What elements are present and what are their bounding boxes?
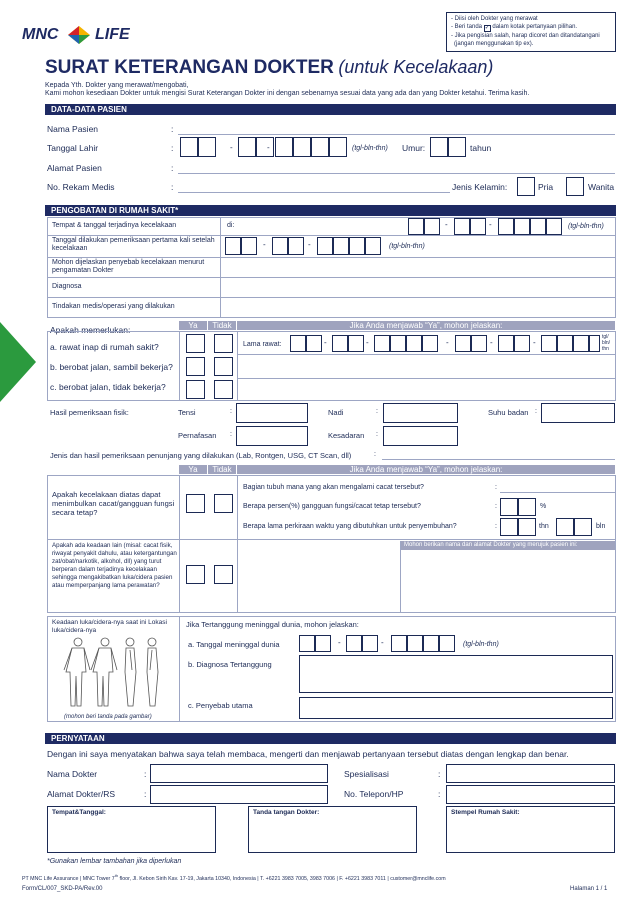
berobat-tidak-bekerja-ya[interactable]	[186, 380, 205, 399]
first-exam-date-box[interactable]	[272, 237, 288, 255]
lama-rawat-box[interactable]	[348, 335, 364, 352]
died-b: b. Diagnosa Tertanggung	[188, 660, 272, 669]
died-date-box[interactable]	[346, 635, 362, 652]
label-tensi: Tensi	[178, 408, 196, 417]
persen-box[interactable]	[500, 498, 518, 516]
nama-pasien-line[interactable]	[178, 134, 615, 135]
tidak-header: Tidak	[208, 321, 236, 330]
colon: :	[438, 769, 441, 779]
died-header: Jika Tertanggung meninggal dunia, mohon jelaskan:	[186, 620, 359, 629]
accident-date-box[interactable]	[530, 218, 546, 235]
lama-bln-box[interactable]	[574, 518, 592, 536]
date-format-hint: (tgl-bln-thn)	[568, 223, 604, 230]
keadaan-lain-ya[interactable]	[186, 565, 205, 584]
footer-page: Halaman 1 / 1	[570, 886, 608, 892]
cacat-ya[interactable]	[186, 494, 205, 513]
colon: :	[144, 769, 147, 779]
dash: -	[446, 338, 449, 347]
question-berobat-bekerja: b. berobat jalan, sambil bekerja?	[50, 362, 173, 372]
label-nama-pasien: Nama Pasien	[47, 124, 99, 134]
tempat-tanggal-box[interactable]	[47, 806, 216, 853]
pernafasan-input[interactable]	[236, 426, 308, 446]
divider	[179, 475, 180, 613]
label-penunjang: Jenis dan hasil pemeriksaan penunjang yang dilakukan (Lab, Rontgen, USG, CT Scan, dll)	[50, 451, 352, 460]
accident-date-box[interactable]	[514, 218, 530, 235]
explain-header: Jika Anda menjawab “Ya”, mohon jelaskan:	[237, 465, 615, 474]
date-format-hint: (tgl-bln-thn)	[352, 145, 388, 152]
instruction-2b: dalam kotak pertanyaan pilihan.	[492, 24, 578, 30]
umur-box-1[interactable]	[430, 137, 448, 157]
tanda-tangan-box[interactable]	[248, 806, 417, 853]
logo-mnc: MNC	[22, 26, 59, 43]
rawat-inap-tidak[interactable]	[214, 334, 233, 353]
cacat-tidak[interactable]	[214, 494, 233, 513]
instruction-2a: - Beri tanda	[451, 24, 483, 30]
lama-rawat-box[interactable]	[498, 335, 514, 352]
row-line	[237, 354, 616, 355]
label-jenis-kelamin: Jenis Kelamin:	[452, 182, 508, 192]
label-hasil-pemeriksaan: Hasil pemeriksaan fisik:	[50, 408, 129, 417]
footer-rest: floor, Jl. Kebon Sirih Kav. 17-19, Jakarta 10340, Indonesia | T. +6221 3983 7005, 3983 7006 | F. +6221 3983 7011 | customer@mnclife.com	[118, 875, 446, 882]
died-date-box[interactable]	[439, 635, 455, 652]
label-pernafasan: Pernafasan	[178, 431, 217, 440]
label-nadi: Nadi	[328, 408, 344, 417]
footer-address	[22, 873, 446, 882]
footer-form-code: Form/CL/007_SKD-PA/Rev.00	[22, 886, 103, 892]
dob-year-3[interactable]	[311, 137, 329, 157]
label-alamat-dokter: Alamat Dokter/RS	[47, 789, 116, 799]
sub-persen: Berapa persen(%) gangguan fungsi/cacat tetap tersebut?	[243, 503, 421, 510]
first-exam-date-box[interactable]	[349, 237, 365, 255]
date-format-hint: (tgl-bln-thn)	[463, 641, 499, 648]
divider	[237, 475, 238, 613]
lama-rawat-box[interactable]	[471, 335, 487, 352]
mohon-rujuk-bar: Mohon berikan nama dan alamat Dokter yang merujuk pasien ini:	[400, 541, 615, 550]
question-berobat-tidak-bekerja: c. berobat jalan, tidak bekerja?	[50, 382, 166, 392]
logo-life: LIFE	[95, 26, 130, 43]
label-pria: Pria	[538, 182, 554, 192]
colon: :	[376, 408, 378, 415]
mark-hint: (mohon beri tanda pada gambar)	[64, 714, 152, 720]
lama-rawat-box[interactable]	[422, 335, 438, 352]
label-thn: thn	[539, 523, 549, 530]
wanita-checkbox[interactable]	[566, 177, 584, 196]
greeting-line2: Kami mohon kesediaan Dokter untuk mengisi Surat Keterangan Dokter ini dengan sebenarnya sesuai data yang ada dan yang Dokter ketahui. Terima kasih.	[45, 90, 530, 97]
died-date-box[interactable]	[407, 635, 423, 652]
greeting-line1: Kepada Yth. Dokter yang merawat/mengobati,	[45, 82, 189, 89]
first-exam-date-box[interactable]	[225, 237, 241, 255]
lama-rawat-box[interactable]	[589, 335, 600, 352]
logo	[22, 24, 152, 46]
dash: -	[366, 338, 369, 347]
lama-rawat-box[interactable]	[332, 335, 348, 352]
dob-day-1[interactable]	[180, 137, 198, 157]
dash: -	[490, 338, 493, 347]
died-c: c. Penyebab utama	[188, 701, 253, 710]
label-tempat-tanggal: Tempat&Tanggal:	[52, 809, 106, 816]
dash: -	[338, 638, 341, 647]
sub-lama-penyembuhan: Berapa lama perkiraan waktu yang dibutuhkan untuk penyembuhan?	[243, 523, 457, 530]
accident-date-box[interactable]	[498, 218, 514, 235]
question-keadaan-lain: Apakah ada keadaan lain (misal: cacat fisik, riwayat penyakit dahulu, atau ketergantungan zat/obat/narkotik, alkohol, dll) yang turut berperan dalam terjadinya kecelakaan sehingga mengakibatkan luka/cidera pasien atau memperpanjang lama perawatan?	[52, 542, 177, 589]
died-date-box[interactable]	[391, 635, 407, 652]
dash: -	[324, 338, 327, 347]
colon: :	[171, 143, 174, 153]
treatment-row-2: Tanggal dilakukan pemeriksaan pertama kali setelah kecelakaan	[52, 237, 215, 252]
dob-year-1[interactable]	[275, 137, 293, 157]
rawat-inap-ya[interactable]	[186, 334, 205, 353]
label-bln: bln	[596, 523, 606, 530]
label-rekam-medis: No. Rekam Medis	[47, 182, 115, 192]
diagnosa-tertanggung-input[interactable]	[299, 655, 613, 693]
label-tanggal-lahir: Tanggal Lahir	[47, 143, 99, 153]
date-format-hint: (tgl-bln-thn)	[389, 243, 425, 250]
dash: -	[308, 240, 311, 249]
tgl-bln-thn-small: tgl/ bln/ thn	[602, 334, 611, 352]
first-exam-date-box[interactable]	[333, 237, 349, 255]
page-title	[45, 57, 493, 79]
pria-checkbox[interactable]	[517, 177, 535, 196]
label-nama-dokter: Nama Dokter	[47, 769, 98, 779]
label-kesadaran: Kesadaran	[328, 431, 365, 440]
lama-rawat-box[interactable]	[374, 335, 390, 352]
instruction-1: - Diisi oleh Dokter yang merawat	[451, 16, 538, 22]
label-apakah-memerlukan: Apakah memerlukan:	[50, 325, 131, 335]
colon: :	[374, 451, 376, 458]
tensi-input[interactable]	[236, 403, 308, 423]
label-di: di:	[227, 222, 235, 229]
kesadaran-input[interactable]	[383, 426, 458, 446]
side-green-tab	[0, 322, 36, 402]
accident-date-box[interactable]	[454, 218, 470, 235]
logo-mark-icon	[66, 24, 92, 46]
died-date-box[interactable]	[299, 635, 315, 652]
label-lama-rawat: Lama rawat:	[243, 341, 282, 348]
instructions-box	[446, 12, 616, 52]
question-rawat-inap: a. rawat inap di rumah sakit?	[50, 342, 159, 352]
instruction-4: (jangan menggunakan tip ex).	[454, 41, 534, 47]
first-exam-date-box[interactable]	[288, 237, 304, 255]
row-line	[47, 235, 616, 236]
dob-year-4[interactable]	[329, 137, 347, 157]
lama-thn-box[interactable]	[518, 518, 536, 536]
colon: :	[495, 484, 497, 491]
keadaan-lain-tidak[interactable]	[214, 565, 233, 584]
dash: -	[489, 220, 492, 229]
treatment-row-4: Diagnosa	[52, 283, 82, 290]
dash: -	[230, 143, 233, 152]
first-exam-date-box[interactable]	[241, 237, 257, 255]
instruction-2	[451, 23, 611, 32]
divider	[237, 331, 238, 401]
nama-dokter-input[interactable]	[150, 764, 328, 783]
label-stempel: Stempel Rumah Sakit:	[451, 809, 520, 816]
treatment-row-1: Tempat & tanggal terjadinya kecelakaan	[52, 222, 177, 229]
lama-rawat-box[interactable]	[290, 335, 306, 352]
injury-label: Keadaan luka/cidera-nya saat ini Lokasi luka/cidera-nya	[52, 619, 167, 634]
lama-rawat-box[interactable]	[514, 335, 530, 352]
alamat-dokter-input[interactable]	[150, 785, 328, 804]
telepon-input[interactable]	[446, 785, 615, 804]
ya-header: Ya	[179, 465, 207, 474]
explain-header: Jika Anda menjawab “Ya”, mohon jelaskan:	[237, 321, 615, 330]
dash: -	[263, 240, 266, 249]
lama-thn-box[interactable]	[500, 518, 518, 536]
colon: :	[171, 124, 174, 134]
row-line	[237, 378, 616, 379]
first-exam-date-box[interactable]	[317, 237, 333, 255]
colon: :	[535, 408, 537, 415]
accident-date-box[interactable]	[408, 218, 424, 235]
alamat-pasien-line[interactable]	[178, 173, 615, 174]
berobat-tidak-bekerja-tidak[interactable]	[214, 380, 233, 399]
section-header-treatment: PENGOBATAN DI RUMAH SAKIT*	[45, 205, 616, 216]
rekam-medis-line[interactable]	[178, 192, 450, 193]
label-alamat-pasien: Alamat Pasien	[47, 163, 102, 173]
statement-text: Dengan ini saya menyatakan bahwa saya telah membaca, mengerti dan menjawab pertanyaan tersebut diatas dengan lengkap dan benar.	[47, 749, 569, 759]
colon: :	[376, 431, 378, 438]
row-line	[47, 257, 616, 258]
accident-date-box[interactable]	[424, 218, 440, 235]
row-line	[47, 277, 616, 278]
sub-bagian-tubuh: Bagian tubuh mana yang akan mengalami cacat tersebut?	[243, 484, 424, 491]
colon: :	[495, 503, 497, 510]
lama-rawat-box[interactable]	[541, 335, 557, 352]
label-tanda-tangan: Tanda tangan Dokter:	[253, 809, 320, 816]
died-date-box[interactable]	[362, 635, 378, 652]
dob-month-1[interactable]	[238, 137, 256, 157]
lama-rawat-box[interactable]	[455, 335, 471, 352]
lama-bln-box[interactable]	[556, 518, 574, 536]
footer-company: PT MNC Life Assurance | MNC Tower 7	[22, 875, 115, 882]
row-line	[47, 297, 616, 298]
dob-day-2[interactable]	[198, 137, 216, 157]
checkbox-icon: ✓	[484, 25, 490, 31]
colon: :	[171, 163, 174, 173]
tidak-header: Tidak	[208, 465, 236, 474]
label-wanita: Wanita	[588, 182, 615, 192]
section-header-patient: DATA-DATA PASIEN	[45, 104, 616, 115]
dob-year-2[interactable]	[293, 137, 311, 157]
lama-rawat-box[interactable]	[406, 335, 422, 352]
stempel-box[interactable]	[446, 806, 615, 853]
title-main: SURAT KETERANGAN DOKTER	[45, 57, 334, 78]
berobat-bekerja-tidak[interactable]	[214, 357, 233, 376]
dob-month-2[interactable]	[256, 137, 274, 157]
lama-rawat-box[interactable]	[557, 335, 573, 352]
dash: -	[381, 638, 384, 647]
lama-rawat-box[interactable]	[306, 335, 322, 352]
suhu-input[interactable]	[541, 403, 615, 423]
treatment-row-3: Mohon dijelaskan penyebab kecelakaan menurut pengamatan Dokter	[52, 259, 205, 274]
spesialisasi-input[interactable]	[446, 764, 615, 783]
penunjang-line[interactable]	[382, 459, 615, 460]
colon: :	[230, 431, 232, 438]
label-telepon: No. Telepon/HP	[344, 789, 404, 799]
label-suhu: Suhu badan	[488, 408, 529, 417]
died-date-box[interactable]	[315, 635, 331, 652]
question-cacat: Apakah kecelakaan diatas dapat menimbulkan cacat/gangguan fungsi secara tetap?	[52, 490, 175, 517]
instruction-3: - Jika pengisian salah, harap dicoret dan ditandatangani	[451, 33, 600, 39]
lama-rawat-box[interactable]	[573, 335, 589, 352]
died-date-box[interactable]	[423, 635, 439, 652]
nadi-input[interactable]	[383, 403, 458, 423]
dash: -	[533, 338, 536, 347]
persen-box[interactable]	[518, 498, 536, 516]
dash: -	[267, 143, 270, 152]
accident-date-box[interactable]	[470, 218, 486, 235]
colon: :	[495, 523, 497, 530]
label-umur: Umur:	[402, 143, 426, 153]
row-line	[47, 539, 616, 540]
died-a: a. Tanggal meninggal dunia	[188, 640, 280, 649]
section-header-statement: PERNYATAAN	[45, 733, 616, 744]
lama-rawat-box[interactable]	[390, 335, 406, 352]
bagian-tubuh-line[interactable]	[500, 492, 615, 493]
divider	[179, 616, 180, 722]
note-lembar-tambahan: *Gunakan lembar tambahan jika diperlukan	[47, 858, 182, 865]
label-pct: %	[540, 503, 547, 510]
colon: :	[171, 182, 174, 192]
divider	[179, 331, 180, 401]
accident-date-box[interactable]	[546, 218, 562, 235]
divider	[400, 541, 401, 613]
footer-sup: th	[114, 873, 119, 878]
first-exam-date-box[interactable]	[365, 237, 381, 255]
label-spesialisasi: Spesialisasi	[344, 769, 389, 779]
colon: :	[438, 789, 441, 799]
colon: :	[230, 408, 232, 415]
berobat-bekerja-ya[interactable]	[186, 357, 205, 376]
umur-box-2[interactable]	[448, 137, 466, 157]
penyebab-utama-input[interactable]	[299, 697, 613, 719]
ya-header: Ya	[179, 321, 207, 330]
treatment-divider	[220, 217, 221, 318]
colon: :	[144, 789, 147, 799]
dash: -	[445, 220, 448, 229]
title-sub: (untuk Kecelakaan)	[338, 57, 494, 77]
label-tahun: tahun	[470, 143, 492, 153]
treatment-row-5: Tindakan medis/operasi yang dilakukan	[52, 303, 175, 310]
body-diagram-icon	[60, 636, 168, 712]
